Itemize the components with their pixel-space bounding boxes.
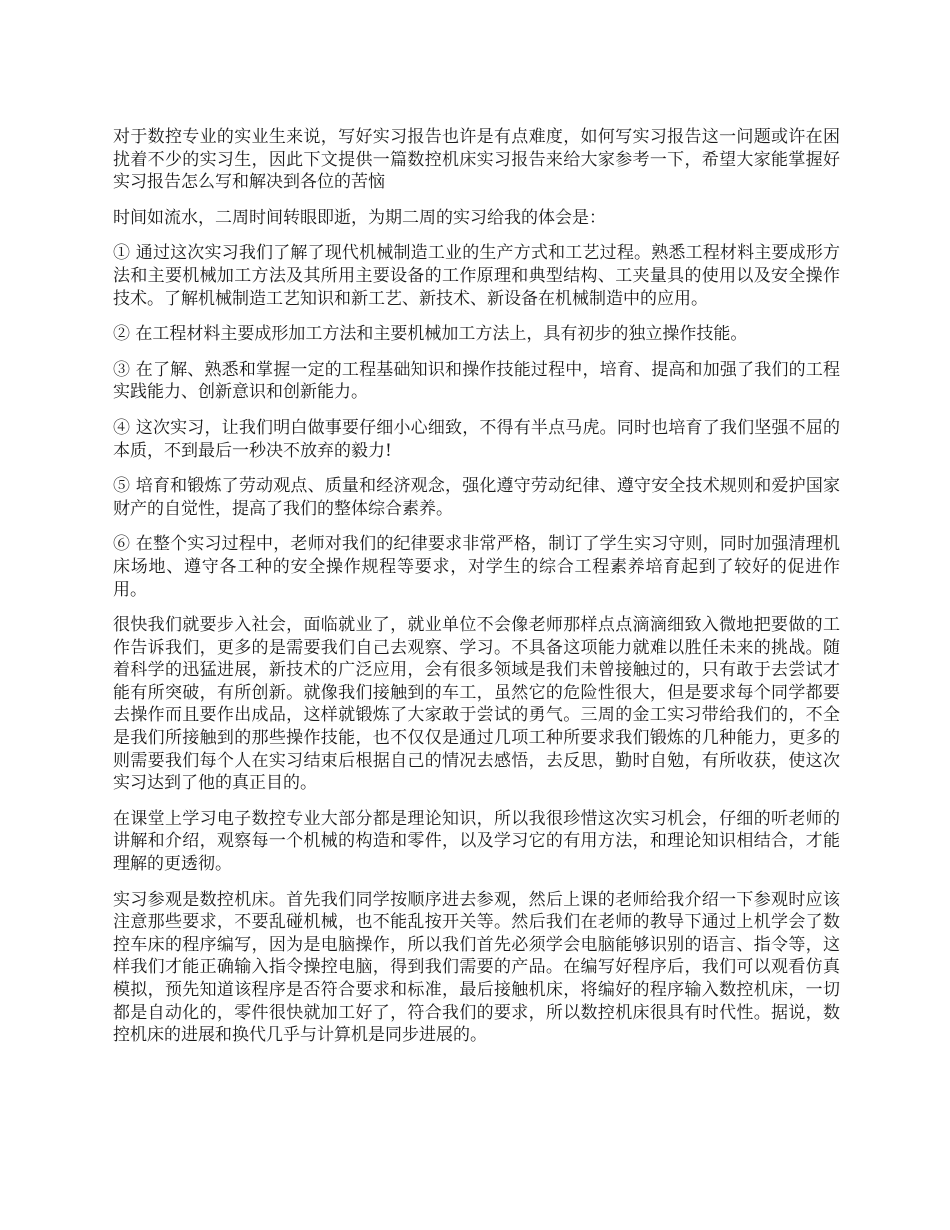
intro-paragraph: 对于数控专业的实业生来说，写好实习报告也许是有点难度，如何写实习报告这一问题或许在困扰着不少的实习生，因此下文提供一篇数控机床实习报告来给大家参考一下，希望大家能掌握好实习报告怎么写和解决到各位的苦恼: [113, 127, 840, 193]
list-item-3: ③ 在了解、熟悉和掌握一定的工程基础知识和操作技能过程中，培育、提高和加强了我们的工程实践能力、创新意识和创新能力。: [113, 359, 840, 403]
list-item-4: ④ 这次实习，让我们明白做事要仔细小心细致，不得有半点马虎。同时也培育了我们坚强不屈的本质，不到最后一秒决不放弃的毅力!: [113, 417, 840, 461]
list-item-2: ② 在工程材料主要成形加工方法和主要机械加工方法上，具有初步的独立操作技能。: [113, 324, 748, 345]
list-item-1: ① 通过这次实习我们了解了现代机械制造工业的生产方式和工艺过程。熟悉工程材料主要成形方法和主要机械加工方法及其所用主要设备的工作原理和典型结构、工夹量具的使用以及安全操作技术。了解机械制造工艺知识和新工艺、新技术、新设备在机械制造中的应用。: [113, 243, 840, 309]
body-paragraph: 在课堂上学习电子数控专业大部分都是理论知识，所以我很珍惜这次实习机会，仔细的听老师的讲解和介绍，观察每一个机械的构造和零件，以及学习它的有用方法，和理论知识相结合，才能理解的更透彻。: [113, 808, 840, 875]
list-item-5: ⑤ 培育和锻炼了劳动观点、质量和经济观念，强化遵守劳动纪律、遵守安全技术规则和爱护国家财产的自觉性，提高了我们的整体综合素养。: [113, 476, 840, 519]
document-body: [113, 126, 840, 1060]
body-paragraph: 很快我们就要步入社会，面临就业了，就业单位不会像老师那样点点滴滴细致入微地把要做的工作告诉我们，更多的是需要我们自己去观察、学习。不具备这项能力就难以胜任未来的挑战。随着科学的迅猛进展，新技术的广泛应用，会有很多领域是我们未曾接触过的，只有敢于去尝试才能有所突破，有所创新。就像我们接触到的车工，虽然它的危险性很大，但是要求每个同学都要去操作而且要作出成品，这样就锻炼了大家敢于尝试的勇气。三周的金工实习带给我们的，不全是我们所接触到的那些操作技能，也不仅仅是通过几项工种所要求我们锻炼的几种能力，更多的则需要我们每个人在实习结束后根据自己的情况去感悟，去反思，勤时自勉，有所收获，使这次实习达到了他的真正目的。: [113, 615, 840, 794]
paragraph-lead-in: 时间如流水，二周时间转眼即逝，为期二周的实习给我的体会是：: [113, 207, 606, 228]
body-paragraph: 实习参观是数控机床。首先我们同学按顺序进去参观，然后上课的老师给我介绍一下参观时应该注意那些要求，不要乱碰机械，也不能乱按开关等。然后我们在老师的教导下通过上机学会了数控车床的程序编写，因为是电脑操作，所以我们首先必须学会电脑能够识别的语言、指令等，这样我们才能正确输入指令操控电脑，得到我们需要的产品。在编写好程序后，我们可以观看仿真模拟，预先知道该程序是否符合要求和标准，最后接触机床，将编好的程序输入数控机床，一切都是自动化的，零件很快就加工好了，符合我们的要求，所以数控机床很具有时代性。据说，数控机床的进展和换代几乎与计算机是同步进展的。: [113, 889, 840, 1046]
list-item-6: ⑥ 在整个实习过程中，老师对我们的纪律要求非常严格，制订了学生实习守则，同时加强清理机床场地、遵守各工种的安全操作规程等要求，对学生的综合工程素养培育起到了较好的促进作用。: [113, 534, 840, 600]
